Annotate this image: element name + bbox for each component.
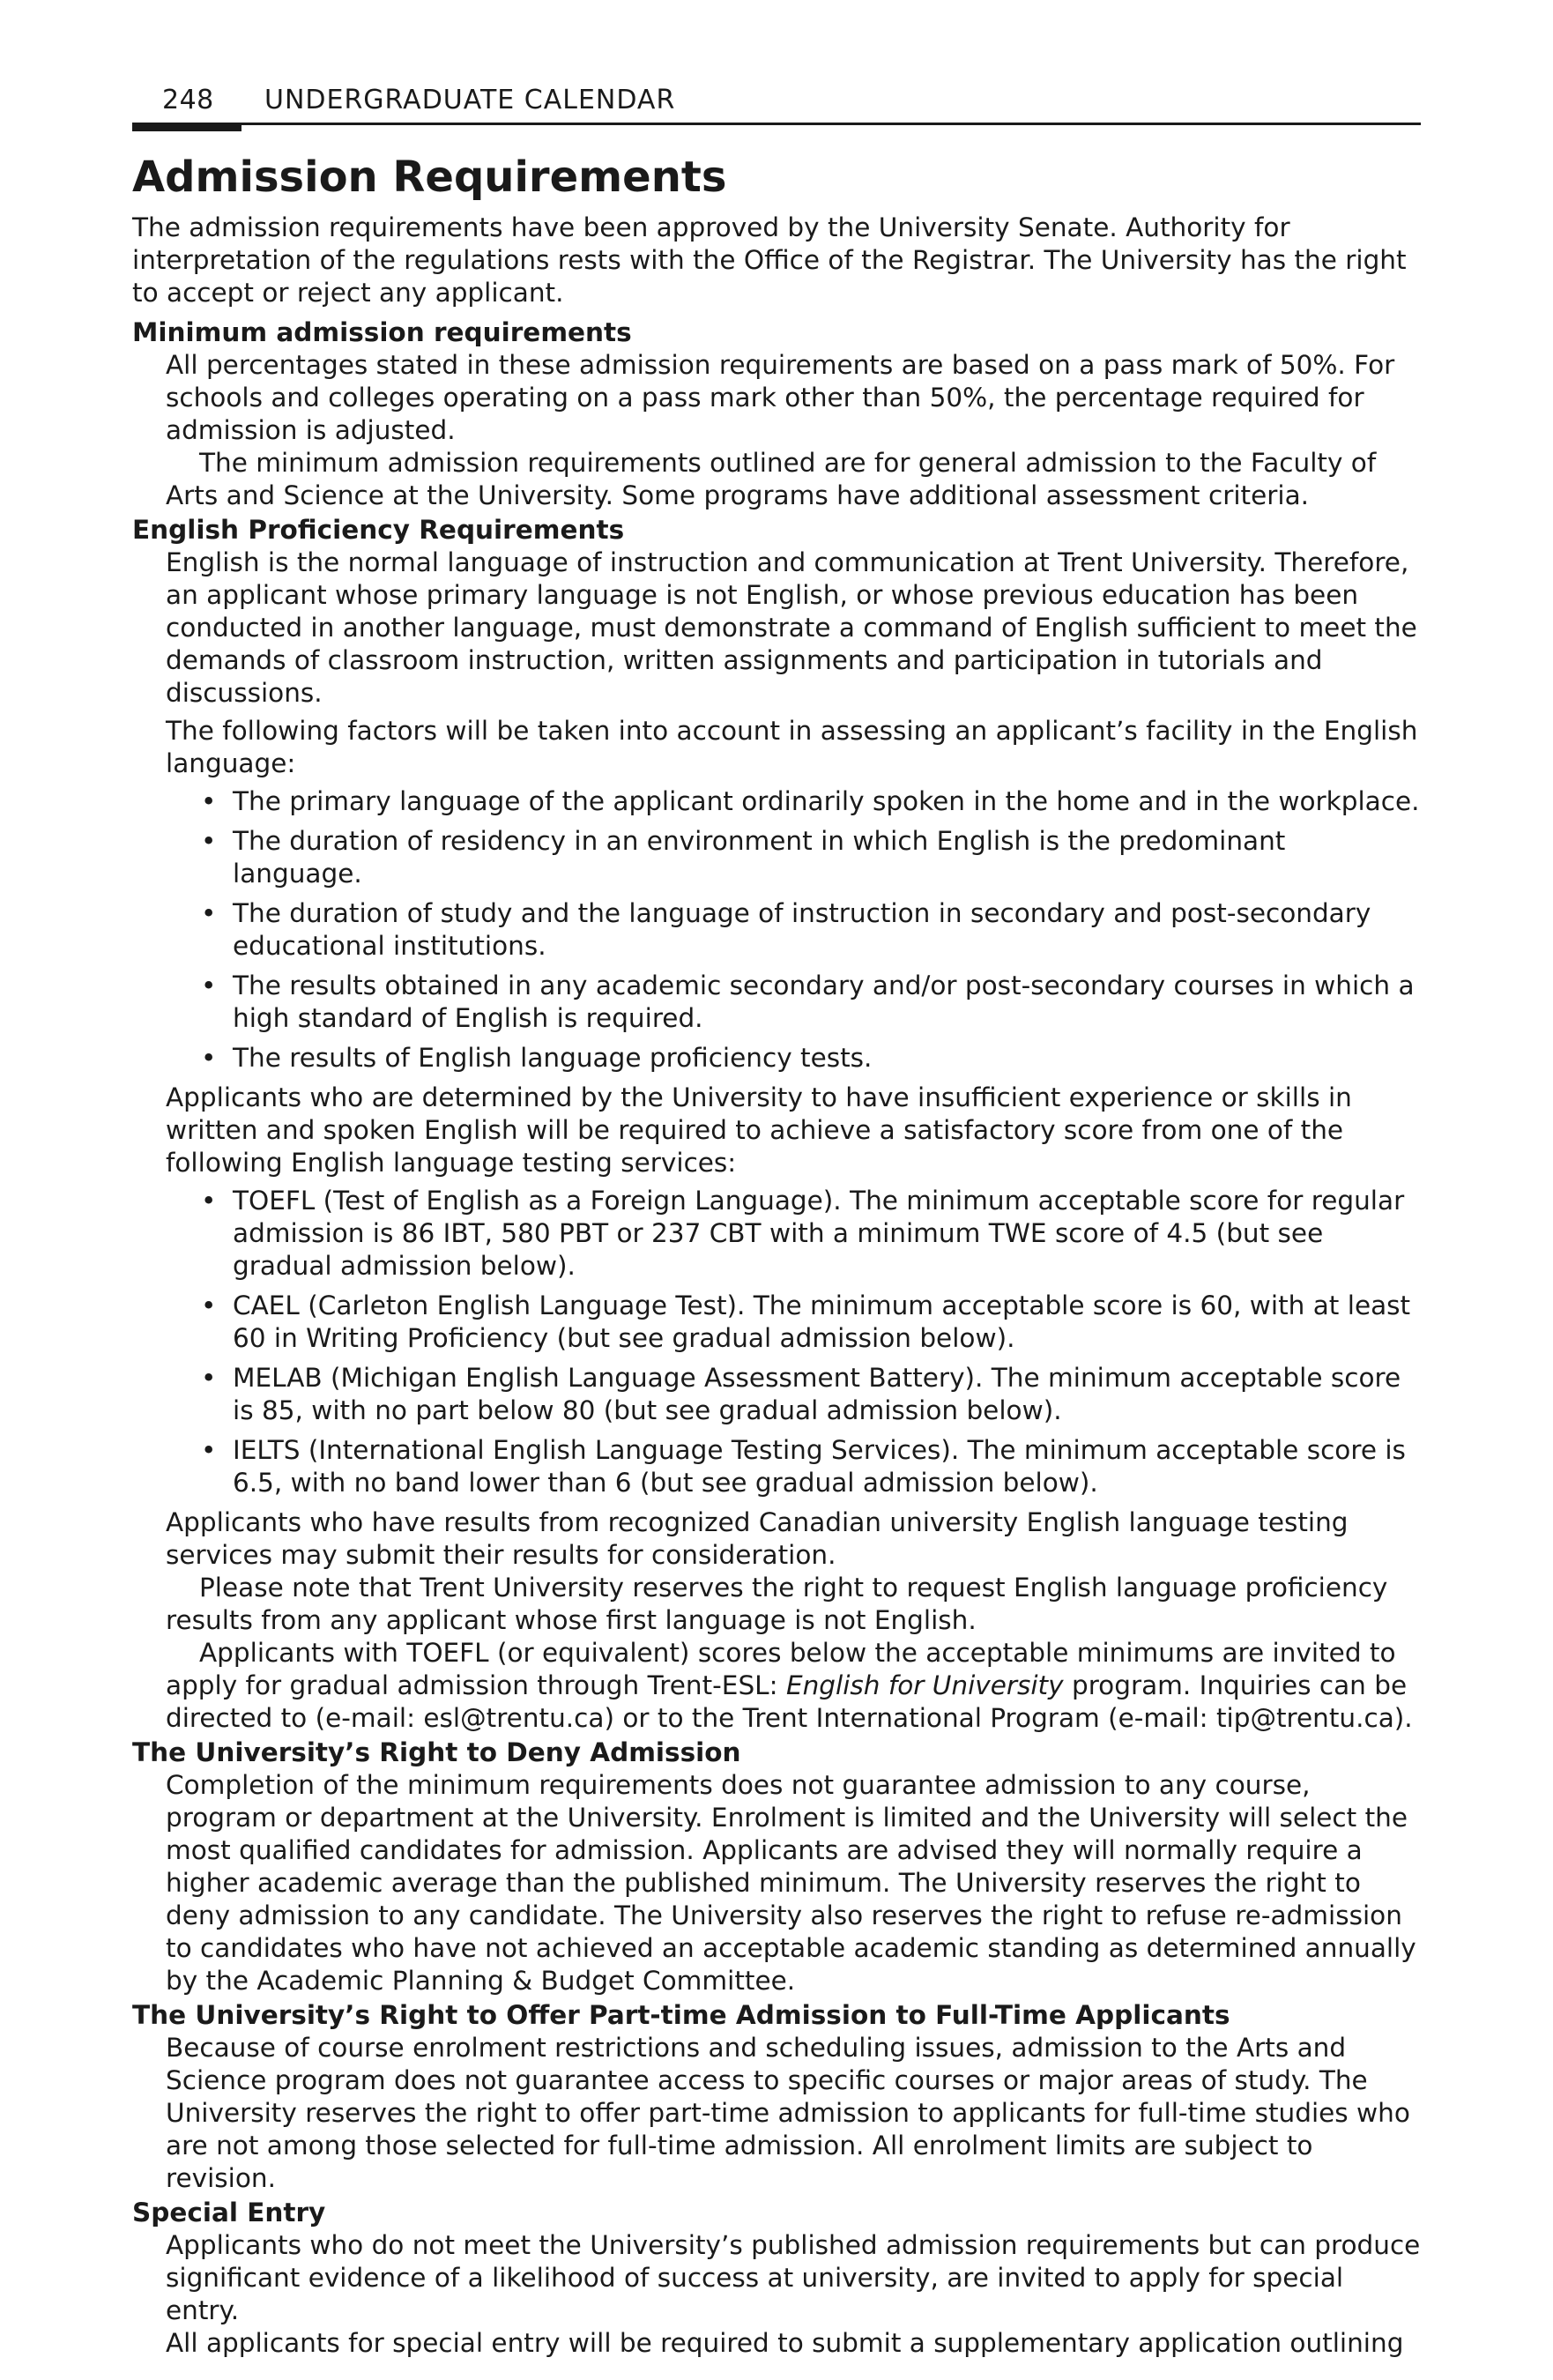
paragraph: Applicants who do not meet the University’s published admission requirements but can produce significant evidence of a likelihood of success at university, are invited to apply for special entry.: [166, 2230, 1421, 2325]
list-item: • The primary language of the applicant ordinarily spoken in the home and in the workplace.: [233, 785, 1421, 818]
page-title: Admission Requirements: [132, 152, 727, 202]
text-run: program. Inquiries can be directed to (e-mail: esl@trentu.ca) or to the Trent International Program (e-mail: tip@trentu.ca).: [166, 1670, 1413, 1733]
header-rule: [132, 123, 1421, 125]
section-english: [132, 547, 1421, 1735]
section-heading-parttime: The University’s Right to Offer Part-time Admission to Full-Time Applicants: [132, 2000, 1230, 2030]
paragraph: Applicants who are determined by the University to have insufficient experience or skills in written and spoken English will be required to achieve a satisfactory score from one of the following English language testing services:: [166, 1082, 1352, 1178]
intro-paragraph: The admission requirements have been approved by the University Senate. Authority for interpretation of the regulations rests with the Office of the Registrar. The University has the right to accept or reject any applicant.: [132, 212, 1407, 308]
list-item: • The duration of residency in an environment in which English is the predominant language.: [233, 825, 1421, 890]
tests-list: [166, 1185, 1421, 1499]
paragraph: Please note that Trent University reserves the right to request English language proficiency results from any applicant whose first language is not English.: [166, 1573, 1388, 1635]
paragraph: Applicants who have results from recognized Canadian university English language testing services may submit their results for consideration.: [166, 1507, 1349, 1570]
running-title: UNDERGRADUATE CALENDAR: [264, 85, 676, 115]
list-item: • CAEL (Carleton English Language Test). The minimum acceptable score is 60, with at least 60 in Writing Proficiency (but see gradual admission below).: [233, 1290, 1421, 1355]
section-minimum: [132, 349, 1421, 512]
section-heading-english: English Proficiency Requirements: [132, 515, 625, 545]
paragraph: The following factors will be taken into account in assessing an applicant’s facility in the English language:: [166, 716, 1418, 778]
paragraph: The minimum admission requirements outlined are for general admission to the Faculty of Arts and Science at the University. Some programs have additional assessment criteria.: [166, 448, 1377, 510]
program-name: English for University: [785, 1670, 1064, 1700]
header-tab-bar: [132, 123, 241, 131]
list-item: • IELTS (International English Language Testing Services). The minimum acceptable score is 6.5, with no band lower than 6 (but see gradual admission below).: [233, 1434, 1421, 1499]
paragraph-gradual-admission: [166, 1637, 1421, 1735]
page-header: [132, 78, 1421, 127]
page-number: 248: [162, 85, 214, 115]
paragraph: English is the normal language of instruction and communication at Trent University. Therefore, an applicant whose primary language is not English, or whose previous education has been conducted in another language, must demonstrate a command of English sufficient to meet the demands of classroom instruction, written assignments and participation in tutorials and discussions.: [166, 547, 1417, 708]
list-item: • The results obtained in any academic secondary and/or post-secondary courses in which a high standard of English is required.: [233, 970, 1421, 1035]
paragraph: Because of course enrolment restrictions and scheduling issues, admission to the Arts and Science program does not guarantee access to specific courses or major areas of study. The University reserves the right to offer part-time admission to applicants for full-time studies who are not among those selected for full-time admission. All enrolment limits are subject to revision.: [166, 2033, 1410, 2193]
section-deny: [132, 1769, 1421, 1997]
text-run: Applicants with TOEFL (or equivalent) scores below the acceptable minimums are invited to apply for gradual admission through Trent-ESL:: [166, 1638, 1396, 1700]
list-item: • TOEFL (Test of English as a Foreign Language). The minimum acceptable score for regular admission is 86 IBT, 580 PBT or 237 CBT with a minimum TWE score of 4.5 (but see gradual admission below).: [233, 1185, 1421, 1283]
section-parttime: [132, 2032, 1421, 2195]
paragraph: Completion of the minimum requirements does not guarantee admission to any course, program or department at the University. Enrolment is limited and the University will select the most qualified candidates for admission. Applicants are advised they will normally require a higher academic average than the published minimum. The University reserves the right to deny admission to any candidate. The University also reserves the right to refuse re-admission to candidates who have not achieved an acceptable academic standing as determined annually by the Academic Planning & Budget Committee.: [166, 1770, 1416, 1996]
section-heading-special: Special Entry: [132, 2198, 326, 2228]
paragraph: All percentages stated in these admission requirements are based on a pass mark of 50%. For schools and colleges operating on a pass mark other than 50%, the percentage required for admission is adjusted.: [166, 350, 1395, 445]
list-item: • MELAB (Michigan English Language Assessment Battery). The minimum acceptable score is 85, with no part below 80 (but see gradual admission below).: [233, 1362, 1421, 1427]
page-content: [132, 150, 1421, 2360]
list-item: • The results of English language proficiency tests.: [233, 1042, 1421, 1075]
section-special: [132, 2229, 1421, 2360]
factors-list: [166, 785, 1421, 1075]
section-heading-deny: The University’s Right to Deny Admission: [132, 1737, 741, 1767]
paragraph: All applicants for special entry will be required to submit a supplementary application outlining: [166, 2328, 1404, 2358]
list-item: • The duration of study and the language of instruction in secondary and post-secondary educational institutions.: [233, 897, 1421, 963]
section-heading-minimum: Minimum admission requirements: [132, 317, 632, 347]
